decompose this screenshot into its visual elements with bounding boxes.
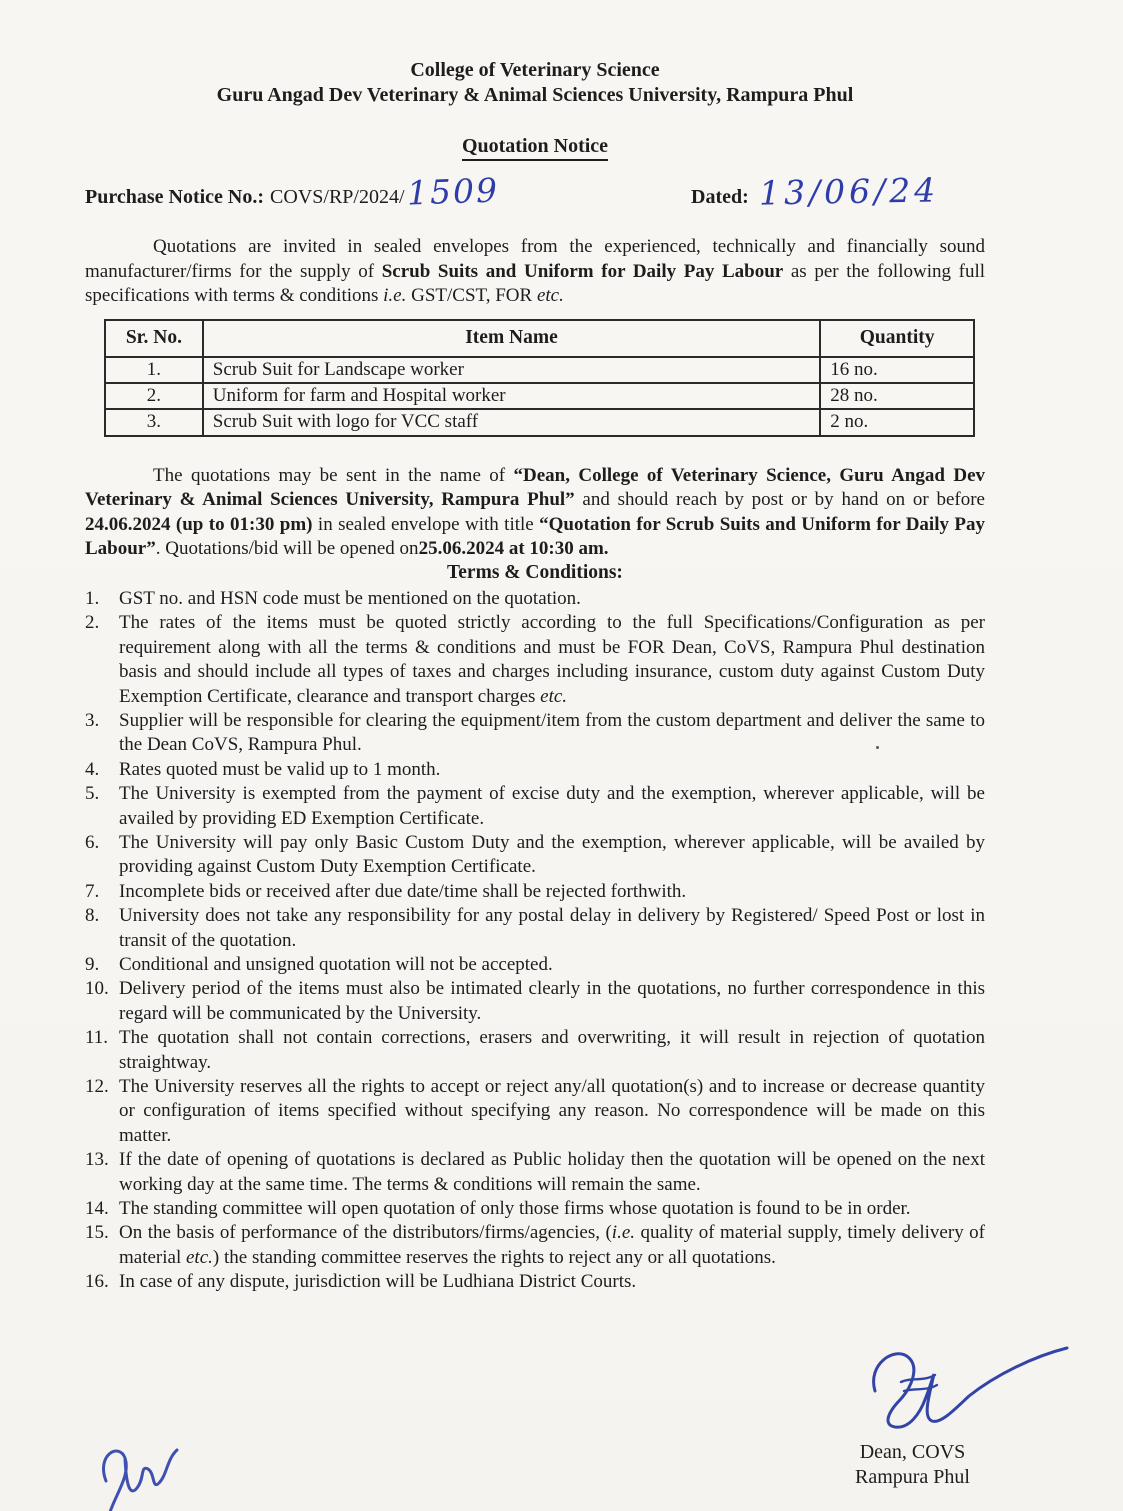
term-text: Delivery period of the items must also be intimated clearly in the quotations, no further correspondence in this regard will be communicated by the University.	[119, 978, 985, 1024]
term-number: 16.	[85, 1271, 109, 1293]
signatory-place: Rampura Phul	[855, 1466, 970, 1488]
term-text: Supplier will be responsible for clearing the equipment/item from the custom department and deliver the same to the Dean CoVS, Rampura Phul.	[119, 709, 985, 756]
term-number: 5.	[85, 783, 100, 805]
term-text: University does not take any responsibility for any postal delay in delivery by Registered/ Speed Post or lost in transit of the quotation.	[119, 905, 985, 951]
term-text: Rates quoted must be valid up to 1 month.	[119, 758, 441, 780]
term-item	[85, 953, 985, 977]
submission-paragraph: The quotations may be sent in the name of “Dean, College of Veterinary Science, Guru Angad Dev Veterinary & Animal Sciences University, Rampura Phul” and should reach by post or by hand on or before 24.06.2024 (up to 01:30 pm) in sealed envelope with title “Quotation for Scrub Suits and Uniform for Daily Pay Labour”. Quotations/bid will be opened on25.06.2024 at 10:30 am.	[85, 464, 985, 560]
term-number: 8.	[85, 905, 100, 927]
term-number: 9.	[85, 953, 100, 975]
term-text: The University will pay only Basic Custom Duty and the exemption, wherever applicable, will be availed by providing against Custom Duty Exemption Certificate.	[119, 831, 985, 878]
term-text: The University reserves all the rights to accept or reject any/all quotation(s) and to increase or decrease quantity or configuration of items specified without specifying any reason. No correspondence will be made on this matter.	[119, 1076, 985, 1146]
term-number: 7.	[85, 880, 100, 902]
term-number: 6.	[85, 831, 100, 853]
table-row	[105, 409, 974, 435]
purchase-notice-reference: COVS/RP/2024/	[270, 186, 405, 209]
term-item	[85, 977, 985, 1026]
term-item	[85, 758, 985, 782]
dean-signature-ink	[845, 1336, 1070, 1444]
term-number: 4.	[85, 758, 100, 780]
term-text: Conditional and unsigned quotation will not be accepted.	[119, 953, 553, 975]
notice-title: Quotation Notice	[462, 134, 608, 161]
signatory-title: Dean, COVS	[859, 1441, 966, 1463]
term-number: 14.	[85, 1198, 109, 1220]
term-item	[85, 1075, 985, 1148]
cell-sr-no: 2.	[105, 383, 203, 409]
term-number: 1.	[85, 587, 100, 609]
purchase-notice-label: Purchase Notice No.:	[85, 186, 265, 209]
handwritten-date: 13/06/24	[758, 170, 940, 213]
column-header-quantity: Quantity	[820, 320, 974, 357]
term-number: 11.	[85, 1027, 109, 1049]
dated-label: Dated:	[691, 186, 749, 209]
scan-speck	[876, 746, 879, 749]
term-item	[85, 880, 985, 904]
term-number: 12.	[85, 1076, 109, 1097]
cell-sr-no: 1.	[105, 357, 203, 383]
term-number: 13.	[85, 1149, 109, 1171]
term-number: 15.	[85, 1222, 109, 1244]
term-item	[85, 1197, 985, 1221]
cell-item-name: Scrub Suit for Landscape worker	[203, 357, 820, 383]
column-header-sr-no: Sr. No.	[105, 320, 203, 357]
term-number: 2.	[85, 612, 100, 634]
term-text: The rates of the items must be quoted strictly according to the full Specifications/Configuration as per requirement along with all the terms & conditions and must be FOR Dean, CoVS, Rampura Phul destination basis and should include all types of taxes and charges including insurance, custom duty against Custom Duty Exemption Certificate, clearance and transport charges etc.	[119, 612, 985, 707]
cell-sr-no: 3.	[105, 409, 203, 435]
term-text: The standing committee will open quotation of only those firms whose quotation is found to be in order.	[119, 1198, 911, 1220]
table-row	[105, 357, 974, 383]
handwritten-notice-number: 1509	[405, 170, 500, 213]
term-text: On the basis of performance of the distributors/firms/agencies, (i.e. quality of material supply, timely delivery of material etc.) the standing committee reserves the rights to reject any or all quotations.	[119, 1222, 985, 1268]
term-text: The University is exempted from the payment of excise duty and the exemption, wherever applicable, will be availed by providing ED Exemption Certificate.	[119, 783, 985, 829]
term-item	[85, 1270, 985, 1294]
intro-paragraph: Quotations are invited in sealed envelopes from the experienced, technically and financially sound manufacturer/firms for the supply of Scrub Suits and Uniform for Daily Pay Labour as per the following full specifications with terms & conditions i.e. GST/CST, FOR etc.	[85, 236, 985, 307]
term-item	[85, 709, 985, 758]
cell-quantity: 2 no.	[820, 409, 974, 435]
table-row	[105, 383, 974, 409]
bottom-left-signature-ink	[88, 1437, 188, 1511]
term-text: Incomplete bids or received after due date/time shall be rejected forthwith.	[119, 880, 687, 902]
college-name: College of Veterinary Science	[410, 59, 660, 81]
university-name: Guru Angad Dev Veterinary & Animal Sciences University, Rampura Phul	[216, 84, 854, 106]
cell-quantity: 16 no.	[820, 357, 974, 383]
table-header-row	[105, 320, 974, 357]
term-item	[85, 611, 985, 709]
term-item	[85, 587, 985, 611]
terms-list	[85, 587, 985, 1295]
cell-item-name: Uniform for farm and Hospital worker	[203, 383, 820, 409]
term-number: 3.	[85, 709, 100, 731]
term-number: 10.	[85, 978, 109, 1000]
cell-quantity: 28 no.	[820, 383, 974, 409]
term-text: If the date of opening of quotations is declared as Public holiday then the quotation will be opened on the next working day at the same time. The terms & conditions will remain the same.	[119, 1149, 985, 1195]
column-header-item-name: Item Name	[203, 320, 820, 357]
term-item	[85, 831, 985, 880]
dated-group	[691, 170, 985, 213]
purchase-notice-row	[85, 170, 985, 218]
terms-conditions-title: Terms & Conditions:	[447, 562, 623, 584]
signature-block	[800, 1440, 1025, 1490]
term-item	[85, 1026, 985, 1075]
cell-item-name: Scrub Suit with logo for VCC staff	[203, 409, 820, 435]
term-item	[85, 1148, 985, 1197]
term-item	[85, 782, 985, 831]
term-text: The quotation shall not contain corrections, erasers and overwriting, it will result in rejection of quotation straightway.	[119, 1027, 985, 1073]
notice-title-wrap	[85, 134, 985, 161]
items-table	[104, 319, 975, 437]
term-item	[85, 1221, 985, 1270]
term-text: In case of any dispute, jurisdiction will be Ludhiana District Courts.	[119, 1271, 637, 1293]
term-item	[85, 904, 985, 953]
term-text: GST no. and HSN code must be mentioned on the quotation.	[119, 587, 581, 609]
